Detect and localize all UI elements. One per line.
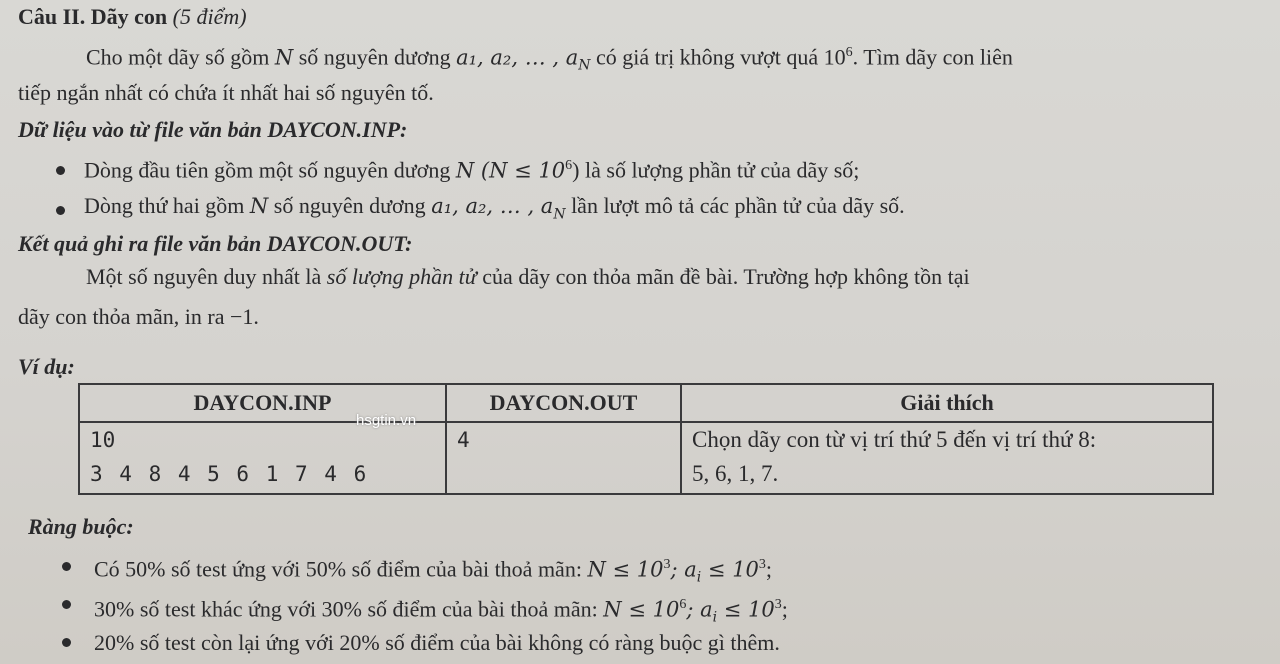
table-row	[79, 422, 1213, 494]
math-constraint: N ≤ 10	[603, 597, 680, 622]
math-constraint: ; a	[686, 597, 713, 622]
input-bullet-1	[84, 153, 859, 183]
bullet-icon	[62, 562, 71, 571]
constraint-2	[94, 592, 788, 631]
table-header-row	[79, 384, 1213, 422]
math-sequence: a₁, a₂, … , a	[431, 194, 554, 218]
math-subscript: N	[553, 206, 566, 223]
output-cell	[446, 422, 681, 494]
math-constraint: ; a	[670, 557, 697, 582]
math-constraint: N ≤ 10	[587, 557, 664, 582]
output-section-title: Kết quả ghi ra file văn bản DAYCON.OUT:	[18, 231, 413, 256]
input-cell	[79, 422, 446, 494]
input-line-2: 3 4 8 4 5 6 1 7 4 6	[90, 462, 367, 486]
math-subscript: N	[578, 57, 591, 74]
math-exponent: 6	[845, 45, 853, 60]
constraint-text: ;	[781, 596, 788, 622]
output-text: Một số nguyên duy nhất là	[86, 264, 327, 289]
header-explanation: Giải thích	[681, 384, 1213, 422]
explanation-cell	[681, 422, 1213, 494]
bullet-text: )	[572, 157, 580, 183]
constraint-text: Có 50% số test ứng với 50% số điểm của bài thoả mãn:	[94, 556, 588, 582]
intro-line-2: tiếp ngắn nhất có chứa ít nhất hai số nguyên tố.	[18, 80, 434, 105]
constraint-text: ;	[765, 556, 773, 582]
watermark: hsgtin.vn	[356, 412, 417, 429]
math-exponent: 3	[774, 597, 782, 612]
bullet-icon	[62, 638, 71, 647]
constraints-title: Ràng buộc:	[28, 514, 134, 539]
math-sequence: a₁, a₂, … , a	[456, 45, 579, 70]
math-exponent: 3	[663, 557, 671, 572]
bullet-icon	[56, 206, 65, 215]
math-exponent: 6	[679, 597, 687, 612]
output-line-2: dãy con thỏa mãn, in ra −1.	[18, 304, 259, 329]
constraint-3: 20% số test còn lại ứng với 20% số điểm của bài không có ràng buộc gì thêm.	[94, 630, 780, 655]
math-subscript: i	[696, 569, 702, 586]
example-table	[78, 383, 1214, 495]
section-heading	[18, 4, 247, 30]
math-N: N	[249, 194, 269, 218]
intro-text: . Tìm dãy con liên	[852, 44, 1013, 70]
constraint-text: 30% số test khác ứng với 30% số điểm của bài thoả mãn:	[94, 596, 604, 622]
output-text: của dãy con thỏa mãn đề bài. Trường hợp không tồn tại	[476, 264, 970, 289]
bullet-icon	[62, 600, 71, 609]
input-line-1: 10	[90, 428, 116, 452]
math-exponent: 6	[565, 158, 573, 173]
output-emphasis: số lượng phần tử	[326, 264, 477, 289]
output-line-1	[86, 264, 970, 290]
explanation-line-1: Chọn dãy con từ vị trí thứ 5 đến vị trí thứ 8:	[692, 427, 1097, 452]
example-title: Ví dụ:	[18, 354, 75, 379]
bullet-icon	[56, 166, 65, 175]
bullet-text: số nguyên dương	[268, 193, 432, 218]
output-value: 4	[457, 428, 470, 452]
math-subscript: i	[712, 609, 718, 626]
intro-text: có giá trị không vượt quá 10	[590, 44, 846, 70]
input-bullet-2	[84, 193, 905, 227]
bullet-text: là số lượng phần tử của dãy số;	[579, 157, 860, 183]
intro-line-1	[86, 40, 1013, 79]
constraint-1	[94, 552, 772, 591]
explanation-line-2: 5, 6, 1, 7.	[692, 461, 779, 486]
bullet-text: Dòng đầu tiên gồm một số nguyên dương	[84, 157, 456, 183]
math-constraint: N (N ≤ 10	[455, 158, 566, 183]
heading-label: Câu II. Dãy con	[18, 4, 168, 29]
header-output-file: DAYCON.OUT	[446, 384, 681, 422]
header-input-file: DAYCON.INP	[79, 384, 446, 422]
heading-points: (5 điểm)	[172, 4, 247, 29]
intro-text: Cho một dãy số gồm	[86, 44, 275, 70]
math-N: N	[274, 45, 294, 70]
math-constraint: ≤ 10	[717, 597, 775, 622]
intro-text: số nguyên dương	[293, 44, 457, 70]
math-exponent: 3	[758, 557, 766, 572]
math-constraint: ≤ 10	[701, 557, 759, 582]
input-section-title: Dữ liệu vào từ file văn bản DAYCON.INP:	[18, 117, 408, 142]
bullet-text: lần lượt mô tả các phần tử của dãy số.	[565, 193, 905, 218]
bullet-text: Dòng thứ hai gồm	[84, 193, 250, 218]
